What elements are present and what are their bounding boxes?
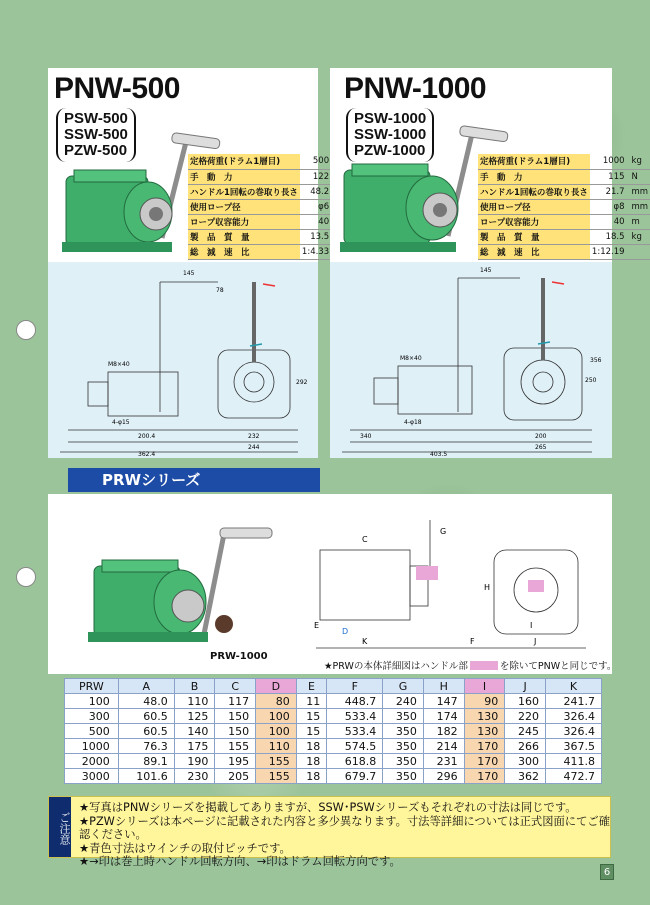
- table-cell: 231: [423, 754, 464, 769]
- table-row: [65, 709, 602, 724]
- spec-label: ロープ収容能力: [188, 214, 300, 229]
- dim-label: 232: [248, 433, 260, 440]
- table-cell: 326.4: [545, 724, 601, 739]
- dim-label: 403.5: [430, 451, 448, 458]
- spec-value: 1:4.33: [300, 244, 333, 259]
- table-cell: 2000: [65, 754, 119, 769]
- table-cell: 240: [383, 694, 424, 709]
- prw-dimension-diagram: [306, 510, 606, 660]
- dim-label: M8×40: [108, 361, 130, 368]
- table-cell: 3000: [65, 769, 119, 784]
- spec-label: 使用ロープ径: [478, 199, 590, 214]
- spec-value: 18.5: [590, 229, 629, 244]
- table-cell: 350: [383, 769, 424, 784]
- winch-photo: [336, 124, 496, 258]
- table-cell: 350: [383, 739, 424, 754]
- column-header: G: [383, 679, 424, 694]
- table-cell: 182: [423, 724, 464, 739]
- table-cell: 245: [505, 724, 546, 739]
- table-cell: 500: [65, 724, 119, 739]
- dim-label: 78: [216, 287, 224, 294]
- spec-label: 製 品 質 量: [478, 229, 590, 244]
- table-cell: 362: [505, 769, 546, 784]
- dim-letter: E: [314, 621, 320, 630]
- table-cell: 155: [215, 739, 256, 754]
- dim-letter: H: [484, 583, 491, 592]
- spec-label: 定格荷重(ドラム1層目): [188, 154, 300, 169]
- spec-table: [478, 154, 650, 260]
- dimension-drawing-pnw500: [48, 262, 318, 458]
- table-cell: 174: [423, 709, 464, 724]
- table-cell: 155: [256, 754, 297, 769]
- spec-row: [478, 184, 650, 199]
- dim-label: 265: [535, 444, 547, 451]
- note-line: ★青色寸法はウインチの取付ピッチです。: [79, 841, 291, 855]
- table-cell: 76.3: [118, 739, 174, 754]
- note-line: ★→印は巻上時ハンドル回転方向、→印はドラム回転方向です。: [79, 855, 401, 868]
- table-cell: 411.8: [545, 754, 601, 769]
- table-cell: 214: [423, 739, 464, 754]
- spec-value: 1000: [590, 154, 629, 169]
- spec-unit: m: [629, 214, 650, 229]
- prw-series-banner: PRWシリーズ: [68, 468, 320, 492]
- spec-unit: [629, 244, 650, 259]
- table-cell: 679.7: [327, 769, 383, 784]
- spec-row: [478, 169, 650, 184]
- table-cell: 18: [296, 769, 327, 784]
- spec-value: 13.5: [300, 229, 333, 244]
- dim-label: 145: [183, 270, 195, 277]
- column-header: I: [464, 679, 505, 694]
- table-cell: 1000: [65, 739, 119, 754]
- spec-unit: N: [629, 169, 650, 184]
- highlight-swatch: [470, 661, 498, 670]
- table-cell: 117: [215, 694, 256, 709]
- dim-label: 244: [248, 444, 260, 451]
- dim-label: 200: [535, 433, 547, 440]
- table-cell: 326.4: [545, 709, 601, 724]
- table-cell: 15: [296, 709, 327, 724]
- prw-dimension-table: [64, 678, 602, 784]
- table-cell: 175: [174, 739, 215, 754]
- spec-value: 115: [590, 169, 629, 184]
- alt-model: SSW-500: [64, 126, 128, 143]
- table-cell: 110: [256, 739, 297, 754]
- spec-row: [478, 229, 650, 244]
- table-cell: 266: [505, 739, 546, 754]
- column-header: H: [423, 679, 464, 694]
- table-cell: 300: [505, 754, 546, 769]
- product-panel-pnw1000: [330, 68, 649, 262]
- dimension-drawing-pnw1000: [330, 262, 612, 458]
- table-cell: 155: [256, 769, 297, 784]
- spec-value: 48.2: [300, 184, 333, 199]
- table-row: [65, 694, 602, 709]
- table-cell: 90: [464, 694, 505, 709]
- table-cell: 241.7: [545, 694, 601, 709]
- dim-label: 340: [360, 433, 372, 440]
- table-cell: 150: [215, 709, 256, 724]
- table-row: [65, 769, 602, 784]
- table-cell: 170: [464, 739, 505, 754]
- table-cell: 60.5: [118, 724, 174, 739]
- table-cell: 367.5: [545, 739, 601, 754]
- column-header: A: [118, 679, 174, 694]
- table-cell: 100: [65, 694, 119, 709]
- dim-letter: D: [342, 627, 349, 636]
- table-cell: 100: [256, 709, 297, 724]
- table-cell: 170: [464, 769, 505, 784]
- column-header: F: [327, 679, 383, 694]
- note-line: ★PZWシリーズは本ページに記載された内容と多少異なります。寸法等詳細については正式図面にてご確認ください。: [79, 814, 610, 841]
- column-header: PRW: [65, 679, 119, 694]
- spec-value: 122: [300, 169, 333, 184]
- dim-label: M8×40: [400, 355, 422, 362]
- dim-label: 356: [590, 357, 602, 364]
- column-header: E: [296, 679, 327, 694]
- spec-value: 1:12.19: [590, 244, 629, 259]
- product-title: PNW-500: [54, 72, 180, 105]
- table-cell: 125: [174, 709, 215, 724]
- table-cell: 618.8: [327, 754, 383, 769]
- dim-label: 200.4: [138, 433, 156, 440]
- spec-value: φ6: [300, 199, 333, 214]
- spec-label: ハンドル1回転の巻取り長さ: [478, 184, 590, 199]
- dim-letter: I: [530, 621, 533, 630]
- note-line: ★写真はPNWシリーズを掲載してありますが、SSW･PSWシリーズもそれぞれの寸法は同じです。: [79, 801, 577, 814]
- table-cell: 150: [215, 724, 256, 739]
- table-cell: 170: [464, 754, 505, 769]
- table-cell: 220: [505, 709, 546, 724]
- table-cell: 89.1: [118, 754, 174, 769]
- spec-label: 総 減 速 比: [188, 244, 300, 259]
- dim-label: 145: [480, 267, 492, 274]
- spec-label: 定格荷重(ドラム1層目): [478, 154, 590, 169]
- table-row: [65, 739, 602, 754]
- dim-label: 292: [296, 379, 308, 386]
- column-header: B: [174, 679, 215, 694]
- column-header: J: [505, 679, 546, 694]
- spec-label: ロープ収容能力: [478, 214, 590, 229]
- dim-letter: G: [440, 527, 447, 536]
- spec-value: φ8: [590, 199, 629, 214]
- table-cell: 15: [296, 724, 327, 739]
- alt-model: PSW-500: [64, 110, 128, 127]
- prw-footnote: [324, 658, 616, 672]
- table-cell: 130: [464, 709, 505, 724]
- dim-letter: F: [470, 637, 475, 646]
- table-cell: 533.4: [327, 709, 383, 724]
- spec-unit: mm: [629, 184, 650, 199]
- table-cell: 60.5: [118, 709, 174, 724]
- alt-model: PZW-1000: [354, 142, 426, 159]
- footnote-text: ★PRWの本体詳細図はハンドル部: [324, 661, 468, 672]
- alt-model: PZW-500: [64, 142, 128, 159]
- table-cell: 110: [174, 694, 215, 709]
- table-cell: 11: [296, 694, 327, 709]
- spec-value: 40: [300, 214, 333, 229]
- table-cell: 190: [174, 754, 215, 769]
- spec-row: [478, 154, 650, 169]
- spec-unit: mm: [629, 199, 650, 214]
- table-cell: 101.6: [118, 769, 174, 784]
- alt-model: SSW-1000: [354, 126, 427, 143]
- table-cell: 300: [65, 709, 119, 724]
- prw-panel: [48, 494, 617, 674]
- table-cell: 350: [383, 724, 424, 739]
- table-cell: 140: [174, 724, 215, 739]
- table-cell: 18: [296, 754, 327, 769]
- prw-winch-photo: [84, 514, 294, 654]
- table-cell: 533.4: [327, 724, 383, 739]
- column-header: D: [256, 679, 297, 694]
- notes-tag: ご注意: [49, 797, 71, 857]
- table-cell: 18: [296, 739, 327, 754]
- table-row: [65, 754, 602, 769]
- dim-label: 362.4: [138, 451, 156, 458]
- column-header: C: [215, 679, 256, 694]
- spec-unit: kg: [629, 154, 650, 169]
- dim-letter: C: [362, 535, 368, 544]
- table-cell: 80: [256, 694, 297, 709]
- spec-label: 使用ロープ径: [188, 199, 300, 214]
- prw-photo-label: PRW-1000: [210, 651, 268, 662]
- dim-letter: K: [362, 637, 368, 646]
- table-cell: 48.0: [118, 694, 174, 709]
- table-cell: 160: [505, 694, 546, 709]
- binder-hole-1: [16, 320, 36, 340]
- alt-model: PSW-1000: [354, 110, 427, 127]
- spec-unit: kg: [629, 229, 650, 244]
- column-header: K: [545, 679, 601, 694]
- spec-row: [478, 214, 650, 229]
- table-cell: 230: [174, 769, 215, 784]
- table-cell: 350: [383, 709, 424, 724]
- notes-box: [48, 796, 611, 868]
- spec-label: 総 減 速 比: [478, 244, 590, 259]
- table-cell: 296: [423, 769, 464, 784]
- table-cell: 130: [464, 724, 505, 739]
- spec-row: [478, 244, 650, 259]
- spec-label: 製 品 質 量: [188, 229, 300, 244]
- dim-label: 4-φ18: [404, 419, 422, 426]
- table-cell: 195: [215, 754, 256, 769]
- dim-label: 4-φ15: [112, 419, 130, 426]
- footnote-text: を除いてPNWと同じです。: [499, 661, 617, 672]
- dim-label: 250: [585, 377, 597, 384]
- product-title: PNW-1000: [344, 72, 487, 105]
- table-cell: 205: [215, 769, 256, 784]
- spec-value: 500: [300, 154, 333, 169]
- table-cell: 350: [383, 754, 424, 769]
- spec-label: 手 動 力: [188, 169, 300, 184]
- spec-label: ハンドル1回転の巻取り長さ: [188, 184, 300, 199]
- product-panel-pnw500: [48, 68, 330, 262]
- table-cell: 574.5: [327, 739, 383, 754]
- spec-value: 21.7: [590, 184, 629, 199]
- page-number: 6: [600, 864, 614, 880]
- table-cell: 472.7: [545, 769, 601, 784]
- spec-value: 40: [590, 214, 629, 229]
- table-row: [65, 724, 602, 739]
- table-cell: 147: [423, 694, 464, 709]
- table-cell: 448.7: [327, 694, 383, 709]
- spec-row: [478, 199, 650, 214]
- dim-letter: J: [534, 637, 537, 646]
- binder-hole-2: [16, 567, 36, 587]
- table-cell: 100: [256, 724, 297, 739]
- spec-label: 手 動 力: [478, 169, 590, 184]
